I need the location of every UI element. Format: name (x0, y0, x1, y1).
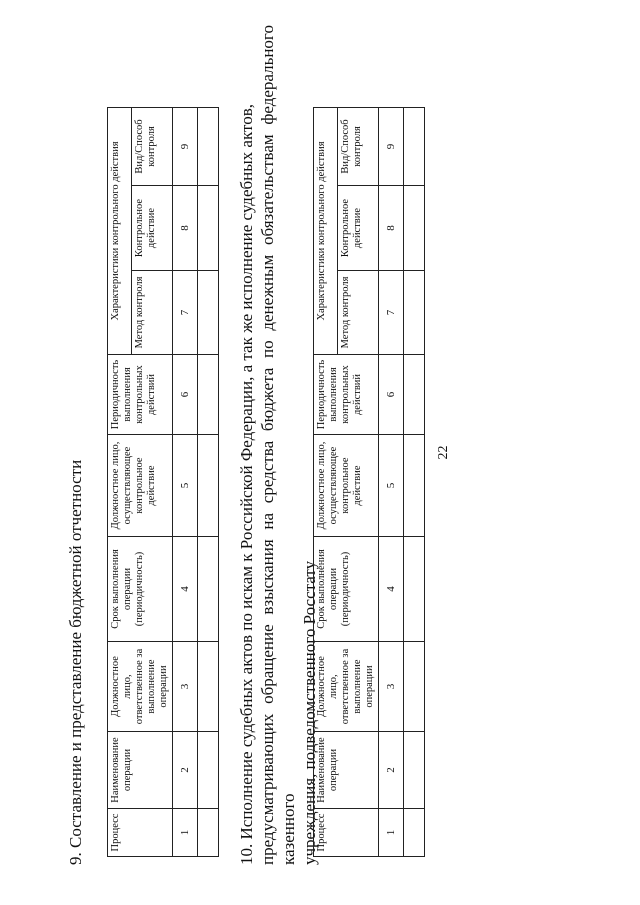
empty-cell (198, 355, 219, 435)
empty-row (198, 108, 219, 857)
header-characteristics: Характеристики контрольного действия (108, 108, 132, 355)
col-number: 9 (379, 108, 404, 186)
empty-cell (198, 732, 219, 809)
column-number-row (173, 108, 198, 857)
col-number: 1 (173, 809, 198, 857)
empty-cell (404, 271, 425, 355)
col-number: 2 (173, 732, 198, 809)
heading-line: учреждения, подведомственного Росстату (300, 560, 319, 865)
header-responsible: Должностное лицо, ответственное за выполнение операции (314, 642, 379, 732)
empty-row (404, 108, 425, 857)
header-controller: Должностное лицо, осуществляющее контрольное действие (108, 435, 173, 537)
header-periodicity: Периодичность выполнения контрольных действий (314, 355, 379, 435)
col-number: 5 (173, 435, 198, 537)
header-deadline: Срок выполнения операции (периодичность) (314, 537, 379, 642)
page-number: 22 (436, 445, 451, 460)
col-number: 7 (379, 271, 404, 355)
header-deadline: Срок выполнения операции (периодичность) (108, 537, 173, 642)
header-row (108, 108, 132, 857)
header-periodicity: Периодичность выполнения контрольных действий (108, 355, 173, 435)
col-number: 4 (379, 537, 404, 642)
empty-cell (404, 108, 425, 186)
empty-cell (198, 108, 219, 186)
header-type: Вид/Способ контроля (132, 108, 173, 186)
header-method: Метод контроля (132, 271, 173, 355)
control-table-section-10 (313, 107, 425, 857)
header-process: Процесс (108, 809, 173, 857)
header-action: Контрольное действие (132, 186, 173, 271)
section-9-heading: 9. Составление и представление бюджетной отчетности (66, 459, 85, 865)
col-number: 3 (379, 642, 404, 732)
empty-cell (404, 537, 425, 642)
empty-cell (404, 642, 425, 732)
empty-cell (404, 435, 425, 537)
header-method: Метод контроля (338, 271, 379, 355)
empty-cell (198, 642, 219, 732)
empty-cell (404, 809, 425, 857)
column-number-row (379, 108, 404, 857)
header-controller: Должностное лицо, осуществляющее контрольное действие (314, 435, 379, 537)
header-process: Процесс (314, 809, 379, 857)
header-operation-name: Наименование операции (314, 732, 379, 809)
header-type: Вид/Способ контроля (338, 108, 379, 186)
col-number: 8 (173, 186, 198, 271)
header-row (314, 108, 338, 857)
col-number: 6 (379, 355, 404, 435)
empty-cell (198, 186, 219, 271)
empty-cell (198, 537, 219, 642)
empty-cell (198, 809, 219, 857)
header-characteristics: Характеристики контрольного действия (314, 108, 338, 355)
section-10-heading (236, 25, 320, 865)
empty-cell (404, 186, 425, 271)
col-number: 9 (173, 108, 198, 186)
control-table-section-9 (107, 107, 219, 857)
heading-line: 10. Исполнение судебных актов по искам к Российской Федерации, а так же исполнение судебных актов, (237, 104, 256, 865)
heading-line: предусматривающих обращение взыскания на средства бюджета по денежным обязательствам федерального казенного (258, 25, 298, 865)
col-number: 5 (379, 435, 404, 537)
empty-cell (198, 435, 219, 537)
col-number: 4 (173, 537, 198, 642)
empty-cell (404, 355, 425, 435)
col-number: 1 (379, 809, 404, 857)
header-operation-name: Наименование операции (108, 732, 173, 809)
col-number: 8 (379, 186, 404, 271)
col-number: 6 (173, 355, 198, 435)
header-action: Контрольное действие (338, 186, 379, 271)
col-number: 2 (379, 732, 404, 809)
col-number: 7 (173, 271, 198, 355)
header-responsible: Должностное лицо, ответственное за выполнение операции (108, 642, 173, 732)
empty-cell (198, 271, 219, 355)
empty-cell (404, 732, 425, 809)
col-number: 3 (173, 642, 198, 732)
